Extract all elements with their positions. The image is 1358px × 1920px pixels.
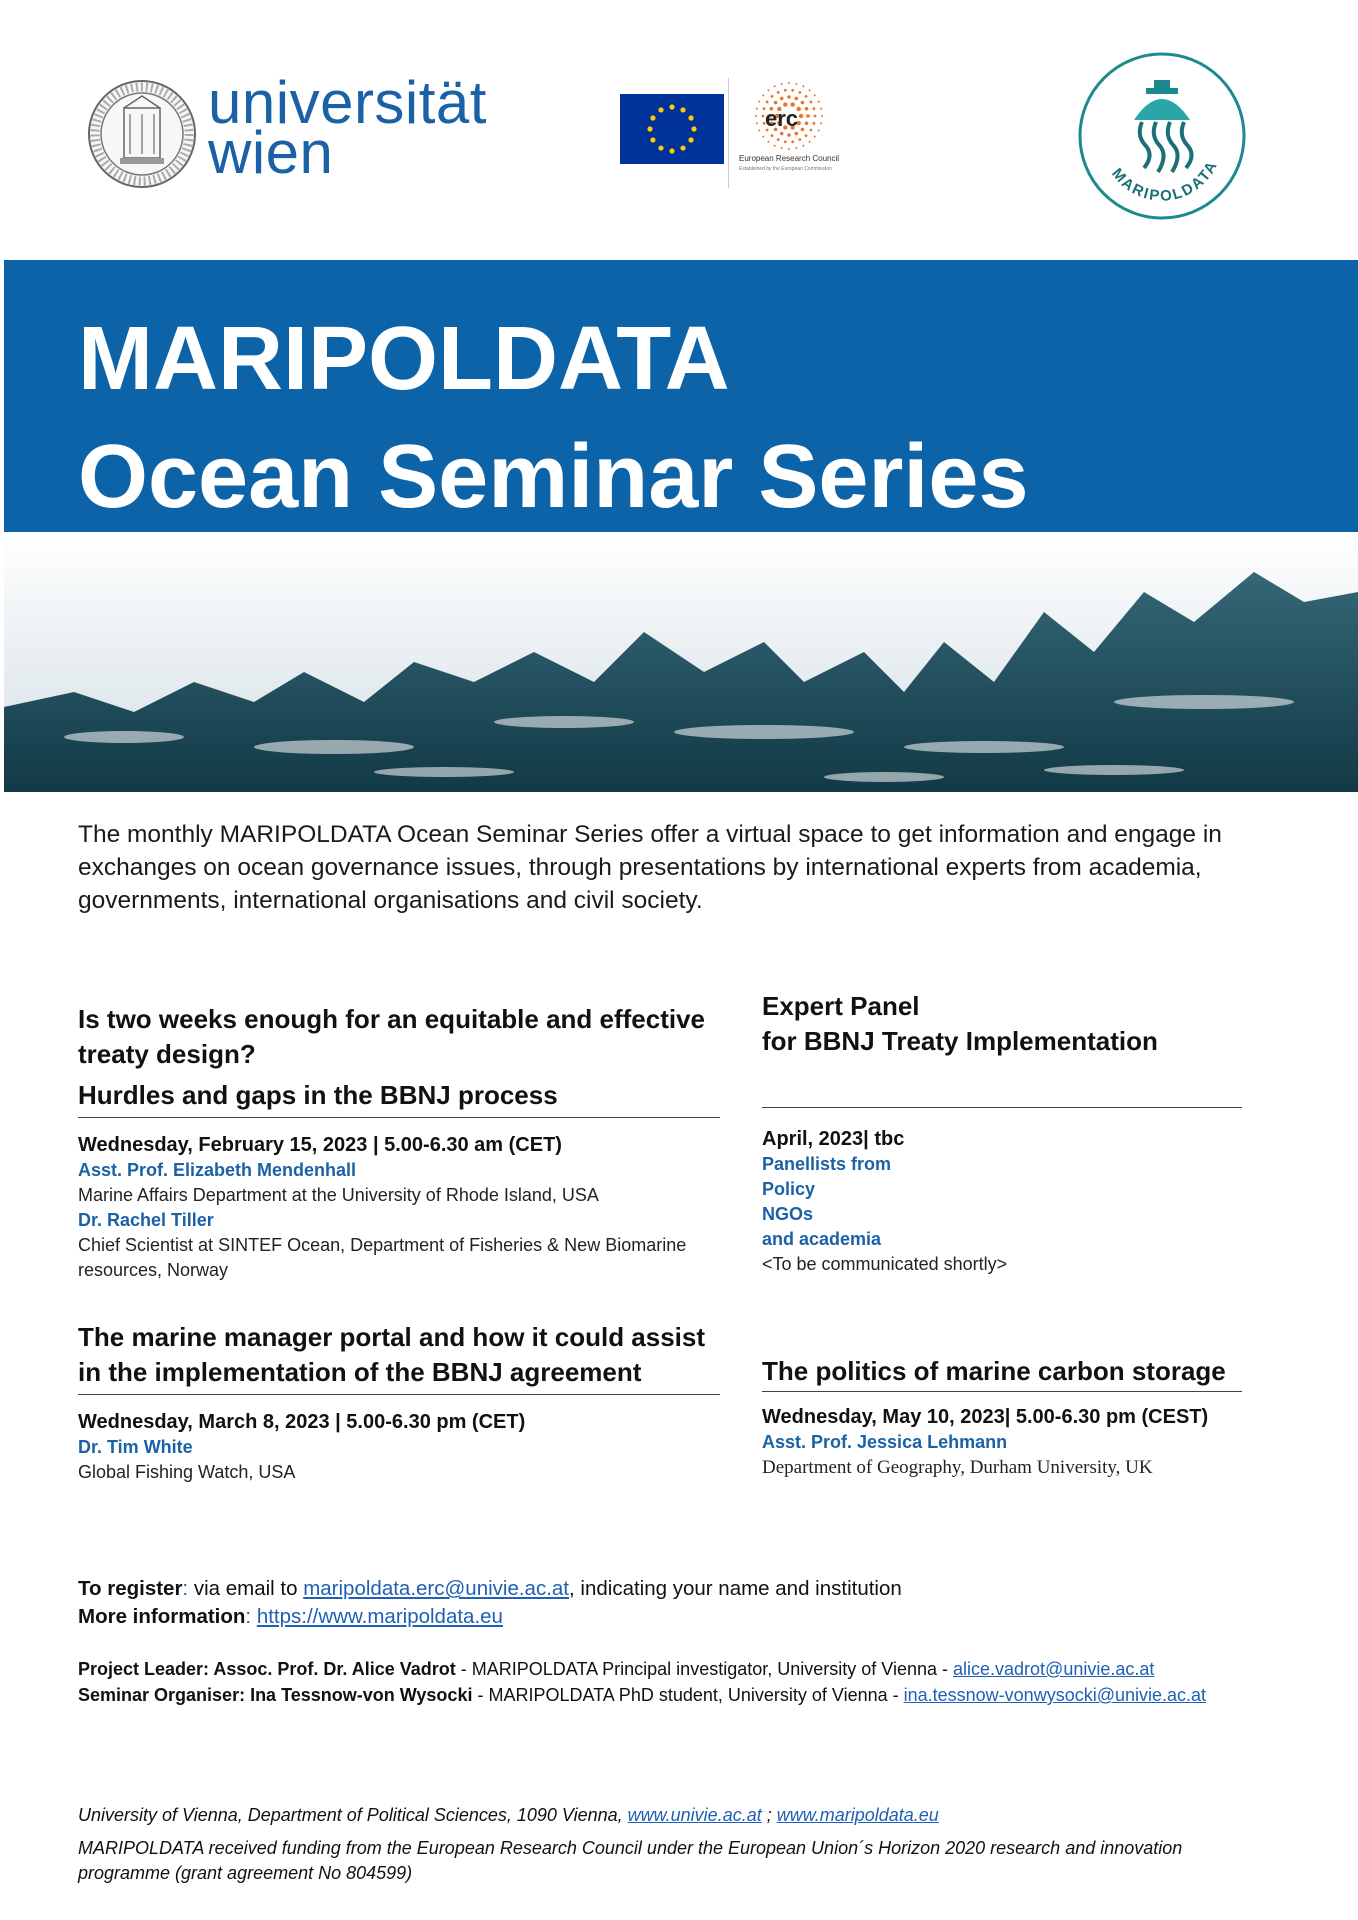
seminar-1-speaker-1: Asst. Prof. Elizabeth Mendenhall [78,1160,357,1180]
erc-dot-icon [814,94,816,96]
divider [78,1117,720,1118]
erc-dot-icon [805,107,809,111]
more-info-line: More information: https://www.maripoldata.eu [78,1605,503,1628]
title-line-1: MARIPOLDATA [78,309,730,409]
seminar-4-title: The politics of marine carbon storage [762,1356,1226,1386]
divider [762,1391,1242,1392]
seminar-card-1 [78,1002,720,1283]
erc-dot-icon [788,82,790,84]
erc-dot-icon [766,101,769,104]
erc-dot-icon [767,89,769,91]
seminar-3-date: Wednesday, March 8, 2023 | 5.00-6.30 pm (CET) [78,1411,526,1433]
footer [78,1803,1182,1886]
erc-dot-icon [809,129,812,132]
maripoldata-ring-text: MARIPOLDATA [1108,157,1222,205]
erc-dot-icon [755,115,757,117]
erc-dot-icon [805,134,808,137]
erc-logo-text: erc [765,106,799,131]
erc-dot-icon [758,101,760,103]
seminar-1-affiliation-1: Marine Affairs Department at the University of Rhode Island, USA [78,1185,599,1205]
erc-dot-icon [780,132,784,136]
erc-dot-icon [777,138,780,141]
panel-item: Panellists from [762,1154,892,1174]
erc-dot-icon [756,122,758,124]
seminar-card-2 [762,989,1242,1277]
title-line-2: Ocean Seminar Series [78,427,1029,527]
eu-star-icon [658,107,663,112]
eu-star-icon [680,145,685,150]
project-contacts [78,1656,1206,1708]
erc-dot-icon [805,95,808,98]
erc-dot-icon [798,91,801,94]
erc-dot-icon [762,115,765,118]
seminar-1-affiliation-2: Chief Scientist at SINTEF Ocean, Department of Fisheries & New Biomarine resources, Norway [78,1235,687,1280]
erc-dot-icon [809,101,812,104]
funding-note: MARIPOLDATA received funding from the European Research Council under the European Union´s Horizon 2020 research and innovation programme (grant agreement No 804599) [78,1838,1183,1883]
university-wordmark [208,69,487,186]
seminar-4-date: Wednesday, May 10, 2023| 5.00-6.30 pm (CEST) [762,1406,1209,1428]
erc-dot-icon [801,128,805,132]
erc-dot-icon [762,94,764,96]
erc-dot-icon [774,101,778,105]
erc-dot-icon [795,147,797,149]
seminar-1-speaker-2: Dr. Rachel Tiller [78,1210,214,1230]
erc-dot-icon [820,108,822,110]
seminar-organiser-line: Seminar Organiser: Ina Tessnow-von Wysocki - MARIPOLDATA PhD student, University of Vienna - ina.tessnow-vonwysocki@univie.ac.at [78,1685,1207,1705]
seminar-4-affiliation: Department of Geography, Durham University, UK [762,1457,1153,1478]
erc-dot-icon [756,108,758,110]
seminar-1-title: Is two weeks enough for an equitable and effective treaty design? [78,1004,706,1069]
register-label: To register [78,1577,183,1600]
registration-info [78,1575,902,1631]
erc-dot-icon [794,132,798,136]
seminar-3-title: The marine manager portal and how it could assist in the implementation of the BBNJ agreement [78,1322,706,1387]
more-info-label: More information [78,1605,246,1628]
website-link[interactable]: https://www.maripoldata.eu [256,1605,503,1628]
divider [78,1394,720,1395]
eu-star-icon [669,104,674,109]
erc-dot-icon [818,129,820,131]
seminar-3-speaker: Dr. Tim White [78,1437,193,1457]
eu-star-icon [650,137,655,142]
erc-dot-icon [799,114,803,118]
erc-dot-icon [802,85,804,87]
erc-dot-icon [821,115,823,117]
seminar-4-speaker: Asst. Prof. Jessica Lehmann [762,1432,1008,1452]
erc-dot-icon [774,85,776,87]
panel-item: and academia [762,1229,882,1249]
erc-dot-icon [784,140,787,143]
erc-dot-icon [801,101,805,105]
erc-dot-icon [814,115,817,118]
erc-dot-icon [798,138,801,141]
erc-dot-icon [771,134,774,137]
univie-link[interactable]: www.univie.ac.at [627,1805,762,1825]
seminar-card-4 [762,1354,1242,1480]
erc-dot-icon [777,91,780,94]
erc-dot-icon [774,145,776,147]
divider [762,1107,1242,1108]
eu-flag-icon [620,94,724,164]
seminar-2-date: April, 2023| tbc [762,1128,905,1150]
erc-dot-icon [795,83,797,85]
eu-star-icon [669,148,674,153]
erc-dot-icon [818,101,820,103]
university-name: universität [208,69,487,136]
erc-dot-icon [809,89,811,91]
intro-paragraph: The monthly MARIPOLDATA Ocean Seminar Series offer a virtual space to get information and engage in exchanges on ocean governance issues, through presentations by international experts from academia, governments, international organisations and civil society. [78,821,1222,914]
erc-dot-icon [791,89,794,92]
erc-dot-icon [814,136,816,138]
erc-dot-icon [784,89,787,92]
eu-star-icon [688,137,693,142]
seminar-2-title: Expert Panel for BBNJ Treaty Implementation [762,991,1158,1056]
erc-dot-icon [771,95,774,98]
seminar-3-affiliation: Global Fishing Watch, USA [78,1462,296,1482]
seminar-2-note: <To be communicated shortly> [762,1254,1008,1274]
erc-dot-icon [762,136,764,138]
panel-item: Policy [762,1179,816,1199]
erc-dot-icon [802,145,804,147]
title-banner [4,260,1358,532]
eu-star-icon [680,107,685,112]
university-city: wien [208,119,334,186]
eu-star-icon [688,115,693,120]
erc-dot-icon [806,114,810,118]
erc-council-name: European Research Council [739,154,840,163]
erc-dot-icon [813,107,816,110]
erc-dot-icon [805,121,809,125]
erc-logo [728,78,849,188]
page-title [78,300,1029,536]
panel-item: NGOs [762,1204,814,1224]
maripoldata-link[interactable]: www.maripoldata.eu [776,1805,939,1825]
seminar-card-3 [78,1320,720,1485]
university-seal-logo [86,78,198,190]
erc-dot-icon [809,141,811,143]
erc-dot-icon [781,147,783,149]
eu-star-icon [691,126,696,131]
project-leader-label: Project Leader: Assoc. Prof. Dr. Alice Vadrot [78,1659,456,1679]
footer-address-line: University of Vienna, Department of Political Sciences, 1090 Vienna, www.univie.ac.at ; www.maripoldata.eu [78,1805,939,1825]
eu-star-icon [650,115,655,120]
maripoldata-logo [1076,50,1248,222]
leader-email-link[interactable]: alice.vadrot@univie.ac.at [953,1659,1155,1679]
erc-dot-icon [813,122,816,125]
erc-dot-icon [820,122,822,124]
project-leader-line: Project Leader: Assoc. Prof. Dr. Alice Vadrot - MARIPOLDATA Principal investigator, University of Vienna - alice.vadrot@univie.ac.at [78,1659,1155,1679]
erc-dot-icon [787,133,791,137]
eu-star-icon [647,126,652,131]
register-pre-text: via email to [188,1577,304,1600]
erc-dot-icon [781,83,783,85]
seminar-organiser-label: Seminar Organiser: Ina Tessnow-von Wysocki [78,1685,473,1705]
register-post-text: , indicating your name and institution [569,1577,902,1600]
eu-star-icon [658,145,663,150]
register-line: To register: via email to maripoldata.erc@univie.ac.at, indicating your name and institution [78,1577,902,1600]
erc-established-note: Established by the European Commission [739,166,832,172]
erc-dot-icon [787,95,791,99]
register-email-link[interactable]: maripoldata.erc@univie.ac.at [303,1577,570,1600]
erc-dot-icon [791,140,794,143]
erc-dot-icon [758,129,760,131]
svg-text:MARIPOLDATA [1108,157,1221,205]
organiser-email-link[interactable]: ina.tessnow-vonwysocki@univie.ac.at [903,1685,1207,1705]
erc-dot-icon [794,97,798,101]
seminar-1-date: Wednesday, February 15, 2023 | 5.00-6.30 am (CET) [78,1134,562,1156]
erc-dot-icon [767,141,769,143]
erc-dot-icon [780,97,784,101]
seminar-1-subtitle: Hurdles and gaps in the BBNJ process [78,1080,558,1110]
erc-dot-icon [788,148,790,150]
ocean-wave-image [4,532,1358,792]
